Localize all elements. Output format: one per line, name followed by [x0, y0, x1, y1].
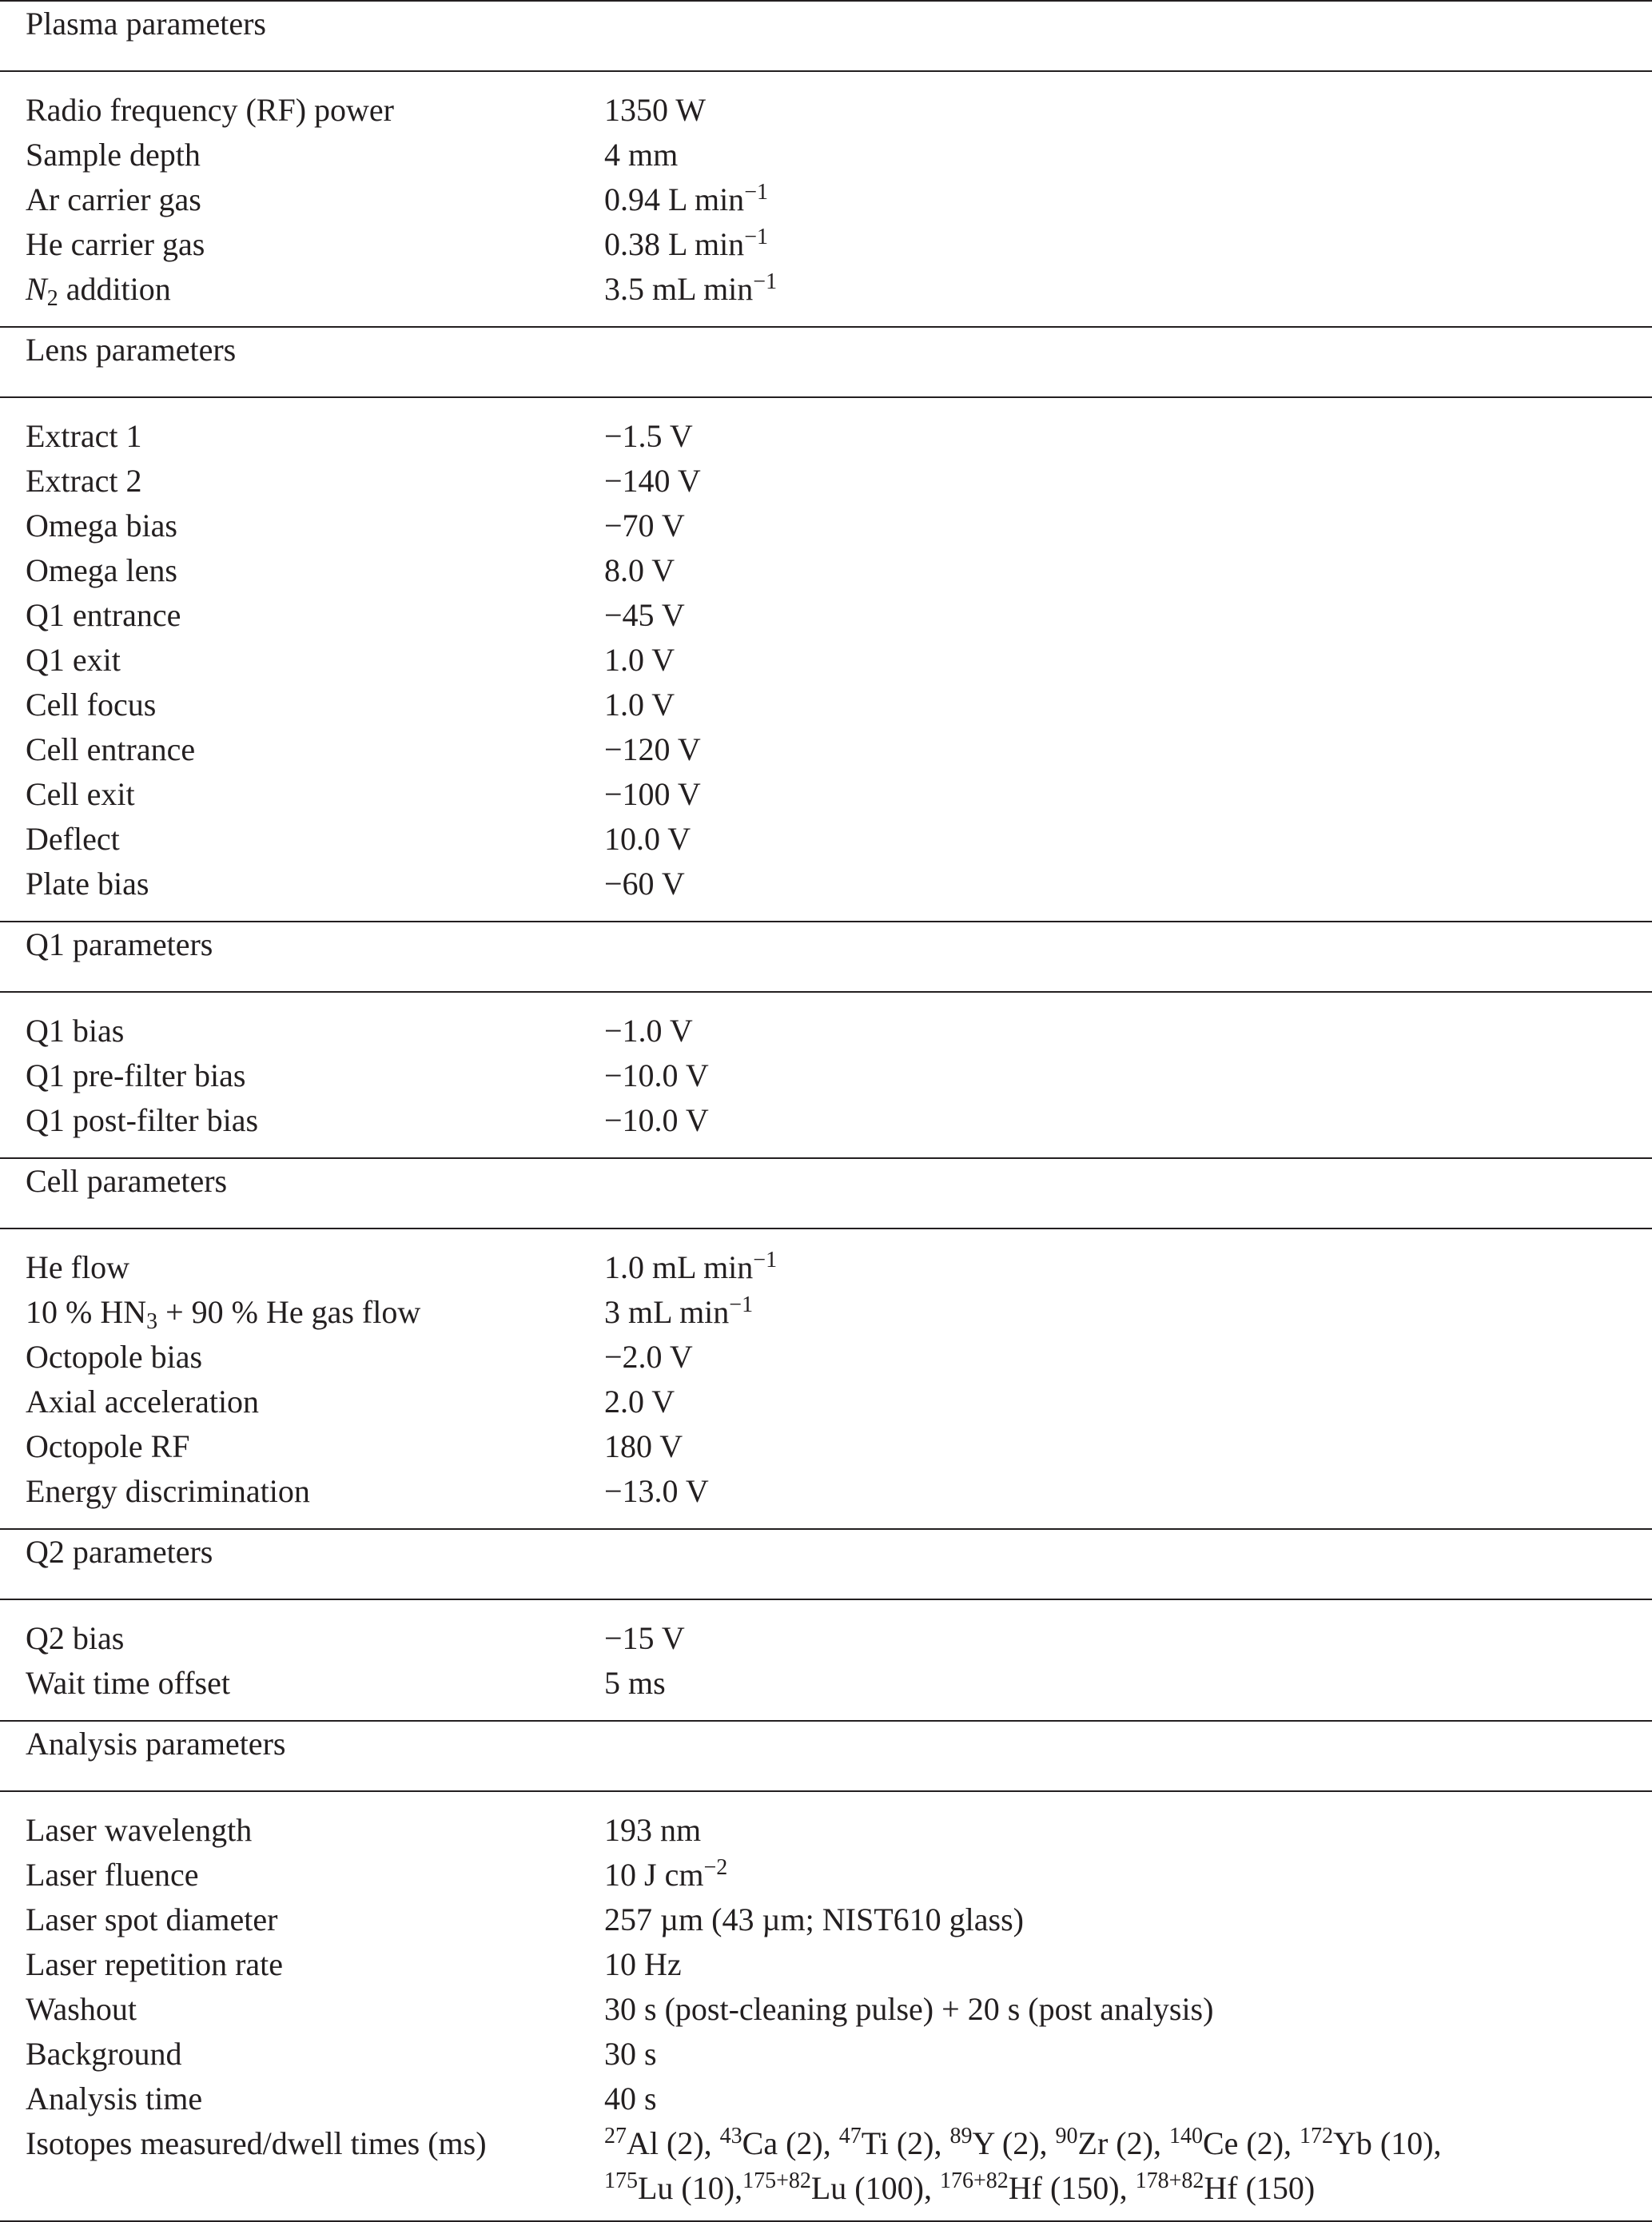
- isotope-mass: 140: [1168, 2124, 1203, 2148]
- table-row: [0, 1853, 1652, 1897]
- parameter-label: [0, 1853, 604, 1897]
- section-title: Lens parameters: [0, 327, 1652, 397]
- label-text: He carrier gas: [26, 226, 205, 262]
- label-text: Q1 entrance: [26, 597, 181, 633]
- value-text: 10 Hz: [604, 1946, 682, 1982]
- parameter-label: [0, 772, 604, 817]
- table-row: [0, 1424, 1652, 1469]
- label-subscript: 2: [46, 286, 58, 311]
- label-text: Energy discrimination: [26, 1473, 310, 1509]
- value-text: 30 s (post-cleaning pulse) + 20 s (post analysis): [604, 1991, 1214, 2027]
- parameter-label: [0, 222, 604, 267]
- parameter-value: [604, 133, 1652, 177]
- table-row: [0, 459, 1652, 504]
- section-header-row: [0, 1529, 1652, 1599]
- table-row: [0, 2077, 1652, 2121]
- value-superscript: −1: [744, 225, 768, 249]
- parameter-value: [604, 1987, 1652, 2032]
- section-title: Q2 parameters: [0, 1529, 1652, 1599]
- table-row: [0, 133, 1652, 177]
- table-row: [0, 1987, 1652, 2032]
- value-superscript: −1: [753, 1248, 778, 1272]
- parameter-label: [0, 992, 604, 1053]
- isotope-mass: 175: [604, 2168, 638, 2193]
- value-text: −1.0 V: [604, 1013, 693, 1049]
- table-row: [0, 1335, 1652, 1380]
- value-text: −1.5 V: [604, 418, 693, 454]
- table-row: [0, 593, 1652, 638]
- table-row: [0, 727, 1652, 772]
- section-title: Q1 parameters: [0, 922, 1652, 992]
- table-row: [0, 1897, 1652, 1942]
- parameter-value: [604, 1853, 1652, 1897]
- isotope-element: Y (2),: [972, 2125, 1056, 2161]
- parameter-value: [604, 1424, 1652, 1469]
- parameter-label: [0, 1897, 604, 1942]
- section-title: Analysis parameters: [0, 1721, 1652, 1791]
- parameter-label: [0, 817, 604, 862]
- table-row: [0, 548, 1652, 593]
- value-text: 30 s: [604, 2036, 657, 2072]
- value-text: −15 V: [604, 1620, 685, 1656]
- label-text: Deflect: [26, 821, 120, 857]
- isotope-mass: 175+82: [742, 2168, 811, 2193]
- value-text: −2.0 V: [604, 1339, 693, 1375]
- parameter-label: [0, 1335, 604, 1380]
- parameter-label: [0, 177, 604, 222]
- section-header-row: [0, 1721, 1652, 1791]
- table-row: [0, 177, 1652, 222]
- parameter-label: [0, 71, 604, 133]
- label-text: Ar carrier gas: [26, 181, 201, 217]
- parameter-value: [604, 862, 1652, 922]
- parameter-value: [604, 2077, 1652, 2121]
- value-text: 257 µm (43 µm; NIST610 glass): [604, 1901, 1024, 1937]
- parameter-value: [604, 504, 1652, 548]
- parameter-value: [604, 992, 1652, 1053]
- table-row: [0, 222, 1652, 267]
- parameter-value: [604, 1897, 1652, 1942]
- value-text: −10.0 V: [604, 1057, 709, 1093]
- parameter-value: [604, 1335, 1652, 1380]
- parameter-value: [604, 1661, 1652, 1721]
- table-row: [0, 1661, 1652, 1721]
- parameter-label: [0, 1053, 604, 1098]
- parameter-label: [0, 683, 604, 727]
- label-text: Plate bias: [26, 866, 149, 902]
- value-text: 1350 W: [604, 92, 707, 128]
- label-text: Axial acceleration: [26, 1384, 260, 1420]
- label-text: Laser repetition rate: [26, 1946, 284, 1982]
- isotope-line: [604, 2121, 1652, 2166]
- parameter-value: [604, 222, 1652, 267]
- section-title: Plasma parameters: [0, 1, 1652, 71]
- isotope-element: Al (2),: [627, 2125, 720, 2161]
- isotope-element: Lu (10),: [638, 2170, 743, 2206]
- value-text: −10.0 V: [604, 1102, 709, 1138]
- value-text: 40 s: [604, 2081, 657, 2116]
- parameter-label: Isotopes measured/dwell times (ms): [0, 2121, 604, 2221]
- label-text: Washout: [26, 1991, 137, 2027]
- value-text: 10.0 V: [604, 821, 691, 857]
- table-row: [0, 1599, 1652, 1661]
- table-row: [0, 992, 1652, 1053]
- label-text: Analysis time: [26, 2081, 203, 2116]
- label-text: Cell exit: [26, 776, 135, 812]
- table-row: [0, 2032, 1652, 2077]
- table-row: [0, 1791, 1652, 1853]
- isotope-mass: 43: [719, 2124, 742, 2148]
- parameter-label: [0, 1469, 604, 1529]
- parameter-value: [604, 1053, 1652, 1098]
- label-text-after: + 90 % He gas flow: [157, 1294, 421, 1330]
- parameter-label: [0, 1942, 604, 1987]
- label-text: Q2 bias: [26, 1620, 125, 1656]
- parameter-value: [604, 177, 1652, 222]
- label-text: Cell entrance: [26, 731, 196, 767]
- parameter-label: [0, 2077, 604, 2121]
- value-superscript: −1: [744, 180, 768, 205]
- value-text: 3.5 mL min: [604, 271, 754, 307]
- parameter-value: [604, 459, 1652, 504]
- isotope-element: Hf (150),: [1008, 2170, 1136, 2206]
- value-text: 1.0 mL min: [604, 1249, 754, 1285]
- parameter-value: [604, 683, 1652, 727]
- isotope-element: Hf (150): [1204, 2170, 1316, 2206]
- value-text: −70 V: [604, 508, 685, 544]
- table-row: [0, 638, 1652, 683]
- isotope-element: Ti (2),: [861, 2125, 950, 2161]
- label-text: Q1 pre-filter bias: [26, 1057, 246, 1093]
- value-text: 8.0 V: [604, 552, 675, 588]
- label-text: Octopole RF: [26, 1428, 190, 1464]
- isotope-element: Ce (2),: [1202, 2125, 1300, 2161]
- isotope-mass: 27: [604, 2124, 627, 2148]
- parameter-value: [604, 1469, 1652, 1529]
- parameter-value: [604, 2032, 1652, 2077]
- value-text: −13.0 V: [604, 1473, 709, 1509]
- label-subscript: 3: [146, 1309, 158, 1334]
- value-text: 4 mm: [604, 137, 679, 173]
- label-text: Octopole bias: [26, 1339, 203, 1375]
- isotope-mass: 172: [1300, 2124, 1334, 2148]
- value-superscript: −1: [753, 269, 778, 294]
- label-text: Laser spot diameter: [26, 1901, 278, 1937]
- table-row: [0, 1942, 1652, 1987]
- parameter-label: [0, 397, 604, 459]
- parameter-value: [604, 71, 1652, 133]
- parameter-label: [0, 2032, 604, 2077]
- parameter-label: [0, 504, 604, 548]
- isotope-element: Lu (100),: [810, 2170, 940, 2206]
- parameter-label: [0, 548, 604, 593]
- parameter-label: [0, 862, 604, 922]
- table-row: [0, 1380, 1652, 1424]
- label-text: Q1 exit: [26, 642, 121, 678]
- parameter-label: [0, 133, 604, 177]
- section-header-row: [0, 327, 1652, 397]
- value-text: −60 V: [604, 866, 685, 902]
- parameter-label: [0, 267, 604, 327]
- label-text: Extract 1: [26, 418, 142, 454]
- table-row: [0, 683, 1652, 727]
- section-header-row: [0, 1, 1652, 71]
- value-superscript: −2: [703, 1855, 728, 1880]
- table-row: [0, 817, 1652, 862]
- label-text: He flow: [26, 1249, 129, 1285]
- value-text: 1.0 V: [604, 687, 675, 723]
- table-row: [0, 504, 1652, 548]
- parameter-value: [604, 638, 1652, 683]
- isotopes-value: [604, 2121, 1652, 2221]
- label-text: Omega lens: [26, 552, 177, 588]
- parameter-value: [604, 772, 1652, 817]
- table-row: [0, 1098, 1652, 1158]
- label-text: Sample depth: [26, 137, 201, 173]
- parameter-label: [0, 1599, 604, 1661]
- isotope-mass: 178+82: [1135, 2168, 1204, 2193]
- parameter-label: [0, 1098, 604, 1158]
- parameter-label: [0, 1424, 604, 1469]
- isotope-mass: 89: [949, 2124, 973, 2148]
- parameter-label: [0, 1228, 604, 1290]
- parameter-value: [604, 1098, 1652, 1158]
- label-text: Q1 post-filter bias: [26, 1102, 259, 1138]
- parameter-label: [0, 459, 604, 504]
- parameter-label: [0, 1290, 604, 1335]
- label-text: Q1 bias: [26, 1013, 125, 1049]
- parameter-value: [604, 727, 1652, 772]
- label-text: addition: [58, 271, 171, 307]
- isotope-line: [604, 2166, 1652, 2211]
- label-text: Extract 2: [26, 463, 142, 499]
- parameter-label: [0, 727, 604, 772]
- isotopes-row: [0, 2121, 1652, 2221]
- table-row: [0, 71, 1652, 133]
- value-text: 3 mL min: [604, 1294, 730, 1330]
- parameter-label: [0, 593, 604, 638]
- value-text: 2.0 V: [604, 1384, 675, 1420]
- parameter-value: [604, 267, 1652, 327]
- parameter-value: [604, 397, 1652, 459]
- isotope-mass: 90: [1055, 2124, 1078, 2148]
- label-text: Radio frequency (RF) power: [26, 92, 394, 128]
- table-row: [0, 1228, 1652, 1290]
- parameter-label: [0, 1661, 604, 1721]
- parameter-value: [604, 1942, 1652, 1987]
- value-text: 10 J cm: [604, 1857, 704, 1893]
- parameter-label: [0, 638, 604, 683]
- table-row: [0, 267, 1652, 327]
- label-text: Omega bias: [26, 508, 177, 544]
- parameter-label: [0, 1987, 604, 2032]
- parameter-value: [604, 1599, 1652, 1661]
- parameter-value: [604, 817, 1652, 862]
- isotope-element: Yb (10),: [1333, 2125, 1442, 2161]
- isotope-mass: 47: [838, 2124, 862, 2148]
- value-text: 180 V: [604, 1428, 683, 1464]
- label-text: Background: [26, 2036, 182, 2072]
- label-italic: N: [26, 271, 47, 307]
- isotope-element: Ca (2),: [742, 2125, 839, 2161]
- table-row: [0, 772, 1652, 817]
- value-text: 1.0 V: [604, 642, 675, 678]
- value-text: 5 ms: [604, 1665, 666, 1701]
- section-header-row: [0, 922, 1652, 992]
- parameter-value: [604, 1290, 1652, 1335]
- value-text: 0.94 L min: [604, 181, 745, 217]
- parameter-value: [604, 1791, 1652, 1853]
- parameter-label: [0, 1380, 604, 1424]
- label-text: Wait time offset: [26, 1665, 230, 1701]
- table-row: [0, 862, 1652, 922]
- section-title: Cell parameters: [0, 1158, 1652, 1228]
- label-text: Cell focus: [26, 687, 157, 723]
- label-text: 10 % HN: [26, 1294, 147, 1330]
- isotope-mass: 176+82: [939, 2168, 1009, 2193]
- table-row: [0, 1469, 1652, 1529]
- table-row: [0, 1053, 1652, 1098]
- label-text: Laser wavelength: [26, 1812, 253, 1848]
- section-header-row: [0, 1158, 1652, 1228]
- parameter-label: [0, 1791, 604, 1853]
- label-text: Laser fluence: [26, 1857, 199, 1893]
- parameter-value: [604, 1380, 1652, 1424]
- value-text: −140 V: [604, 463, 701, 499]
- value-text: −120 V: [604, 731, 701, 767]
- value-text: −45 V: [604, 597, 685, 633]
- value-text: 0.38 L min: [604, 226, 745, 262]
- table-row: [0, 397, 1652, 459]
- parameter-value: [604, 548, 1652, 593]
- value-text: 193 nm: [604, 1812, 702, 1848]
- value-superscript: −1: [729, 1292, 754, 1317]
- table-row: [0, 1290, 1652, 1335]
- value-text: −100 V: [604, 776, 701, 812]
- parameter-value: [604, 593, 1652, 638]
- isotope-element: Zr (2),: [1077, 2125, 1169, 2161]
- parameters-table-body: [0, 1, 1652, 2221]
- parameter-value: [604, 1228, 1652, 1290]
